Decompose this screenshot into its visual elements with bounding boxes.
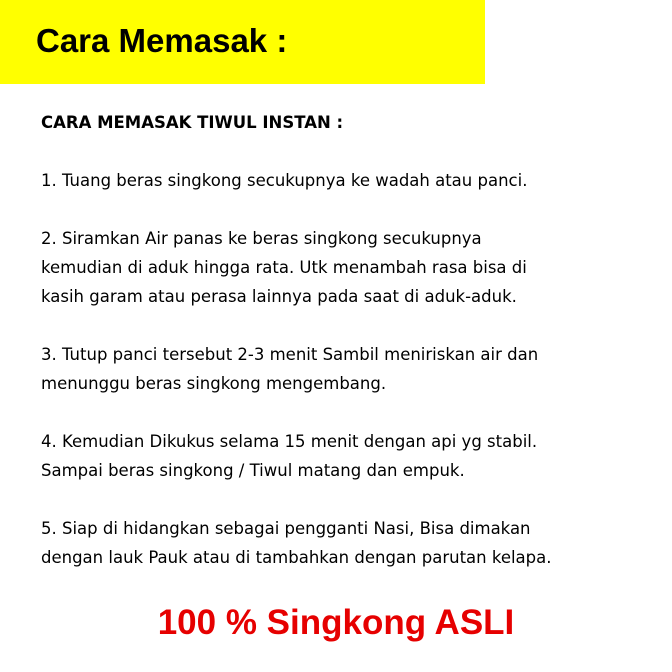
step-line: 2. Siramkan Air panas ke beras singkong secukupnya [41, 229, 482, 248]
step-3 [41, 340, 656, 398]
step-2 [41, 224, 656, 311]
step-line: menunggu beras singkong mengembang. [41, 374, 387, 393]
instructions-body [41, 108, 656, 601]
step-line: kemudian di aduk hingga rata. Utk menambah rasa bisa di [41, 258, 527, 277]
step-1 [41, 166, 656, 195]
section-subtitle: CARA MEMASAK TIWUL INSTAN : [41, 113, 344, 132]
step-line: Sampai beras singkong / Tiwul matang dan empuk. [41, 461, 465, 480]
step-5 [41, 514, 656, 572]
page-title: Cara Memasak : [36, 22, 288, 59]
header-banner [0, 0, 485, 84]
step-line: 3. Tutup panci tersebut 2-3 menit Sambil meniriskan air dan [41, 345, 539, 364]
step-line: 1. Tuang beras singkong secukupnya ke wadah atau panci. [41, 171, 528, 190]
step-4 [41, 427, 656, 485]
footer-slogan: 100 % Singkong ASLI [157, 603, 515, 642]
step-line: kasih garam atau perasa lainnya pada saat di aduk-aduk. [41, 287, 517, 306]
step-line: dengan lauk Pauk atau di tambahkan dengan parutan kelapa. [41, 548, 552, 567]
step-line: 5. Siap di hidangkan sebagai pengganti Nasi, Bisa dimakan [41, 519, 531, 538]
step-line: 4. Kemudian Dikukus selama 15 menit dengan api yg stabil. [41, 432, 538, 451]
